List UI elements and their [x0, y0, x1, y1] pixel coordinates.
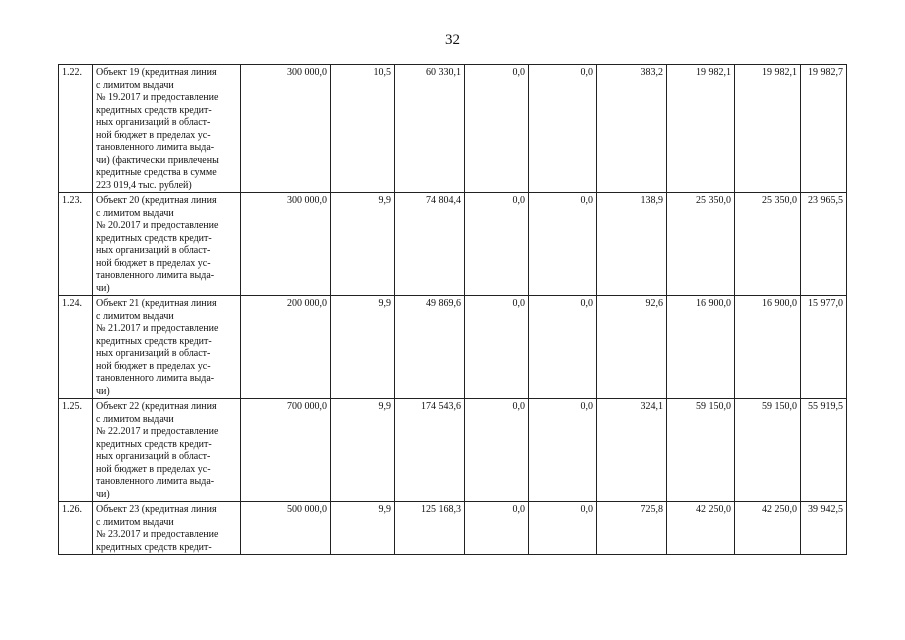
cell-value: 19 982,1	[735, 65, 801, 193]
cell-value: 55 919,5	[801, 399, 847, 502]
cell-value: 125 168,3	[395, 502, 465, 555]
cell-value: 725,8	[597, 502, 667, 555]
cell-value: 16 900,0	[735, 296, 801, 399]
cell-value: 300 000,0	[241, 65, 331, 193]
cell-value: 19 982,1	[667, 65, 735, 193]
cell-value: 0,0	[529, 502, 597, 555]
row-description: Объект 21 (кредитная линия с лимитом выдачи № 21.2017 и предоставление кредитных средств кредит- ных организаций в област- ной бюджет в пределах ус- тановленного лимита выда- чи)	[93, 296, 241, 399]
cell-value: 59 150,0	[735, 399, 801, 502]
cell-value: 0,0	[465, 502, 529, 555]
table-row	[59, 502, 847, 555]
row-description: Объект 19 (кредитная линия с лимитом выдачи № 19.2017 и предоставление кредитных средств кредит- ных организаций в област- ной бюджет в пределах ус- тановленного лимита выда- чи) (фактически привлечены кредитные средства в сумме 223 019,4 тыс. рублей)	[93, 65, 241, 193]
cell-value: 92,6	[597, 296, 667, 399]
cell-value: 200 000,0	[241, 296, 331, 399]
cell-value: 500 000,0	[241, 502, 331, 555]
cell-value: 60 330,1	[395, 65, 465, 193]
row-description: Объект 23 (кредитная линия с лимитом выдачи № 23.2017 и предоставление кредитных средств кредит-	[93, 502, 241, 555]
cell-value: 39 942,5	[801, 502, 847, 555]
page-number: 32	[445, 32, 460, 48]
table-row	[59, 296, 847, 399]
row-number: 1.26.	[59, 502, 93, 555]
cell-value: 0,0	[465, 65, 529, 193]
cell-value: 42 250,0	[735, 502, 801, 555]
table-row	[59, 399, 847, 502]
cell-value: 0,0	[529, 296, 597, 399]
cell-value: 0,0	[529, 65, 597, 193]
cell-value: 0,0	[465, 296, 529, 399]
cell-value: 9,9	[331, 296, 395, 399]
cell-value: 0,0	[465, 399, 529, 502]
row-description: Объект 22 (кредитная линия с лимитом выдачи № 22.2017 и предоставление кредитных средств кредит- ных организаций в област- ной бюджет в пределах ус- тановленного лимита выда- чи)	[93, 399, 241, 502]
cell-value: 138,9	[597, 193, 667, 296]
cell-value: 42 250,0	[667, 502, 735, 555]
cell-value: 23 965,5	[801, 193, 847, 296]
cell-value: 49 869,6	[395, 296, 465, 399]
table-row	[59, 65, 847, 193]
cell-value: 25 350,0	[735, 193, 801, 296]
cell-value: 383,2	[597, 65, 667, 193]
cell-value: 700 000,0	[241, 399, 331, 502]
cell-value: 25 350,0	[667, 193, 735, 296]
row-description: Объект 20 (кредитная линия с лимитом выдачи № 20.2017 и предоставление кредитных средств кредит- ных организаций в област- ной бюджет в пределах ус- тановленного лимита выда- чи)	[93, 193, 241, 296]
row-number: 1.25.	[59, 399, 93, 502]
cell-value: 300 000,0	[241, 193, 331, 296]
cell-value: 10,5	[331, 65, 395, 193]
cell-value: 0,0	[529, 399, 597, 502]
cell-value: 324,1	[597, 399, 667, 502]
table-row	[59, 193, 847, 296]
cell-value: 9,9	[331, 193, 395, 296]
row-number: 1.23.	[59, 193, 93, 296]
cell-value: 0,0	[465, 193, 529, 296]
cell-value: 15 977,0	[801, 296, 847, 399]
cell-value: 0,0	[529, 193, 597, 296]
cell-value: 16 900,0	[667, 296, 735, 399]
cell-value: 19 982,7	[801, 65, 847, 193]
cell-value: 174 543,6	[395, 399, 465, 502]
cell-value: 9,9	[331, 399, 395, 502]
cell-value: 59 150,0	[667, 399, 735, 502]
cell-value: 74 804,4	[395, 193, 465, 296]
budget-table	[58, 64, 847, 555]
row-number: 1.22.	[59, 65, 93, 193]
row-number: 1.24.	[59, 296, 93, 399]
cell-value: 9,9	[331, 502, 395, 555]
